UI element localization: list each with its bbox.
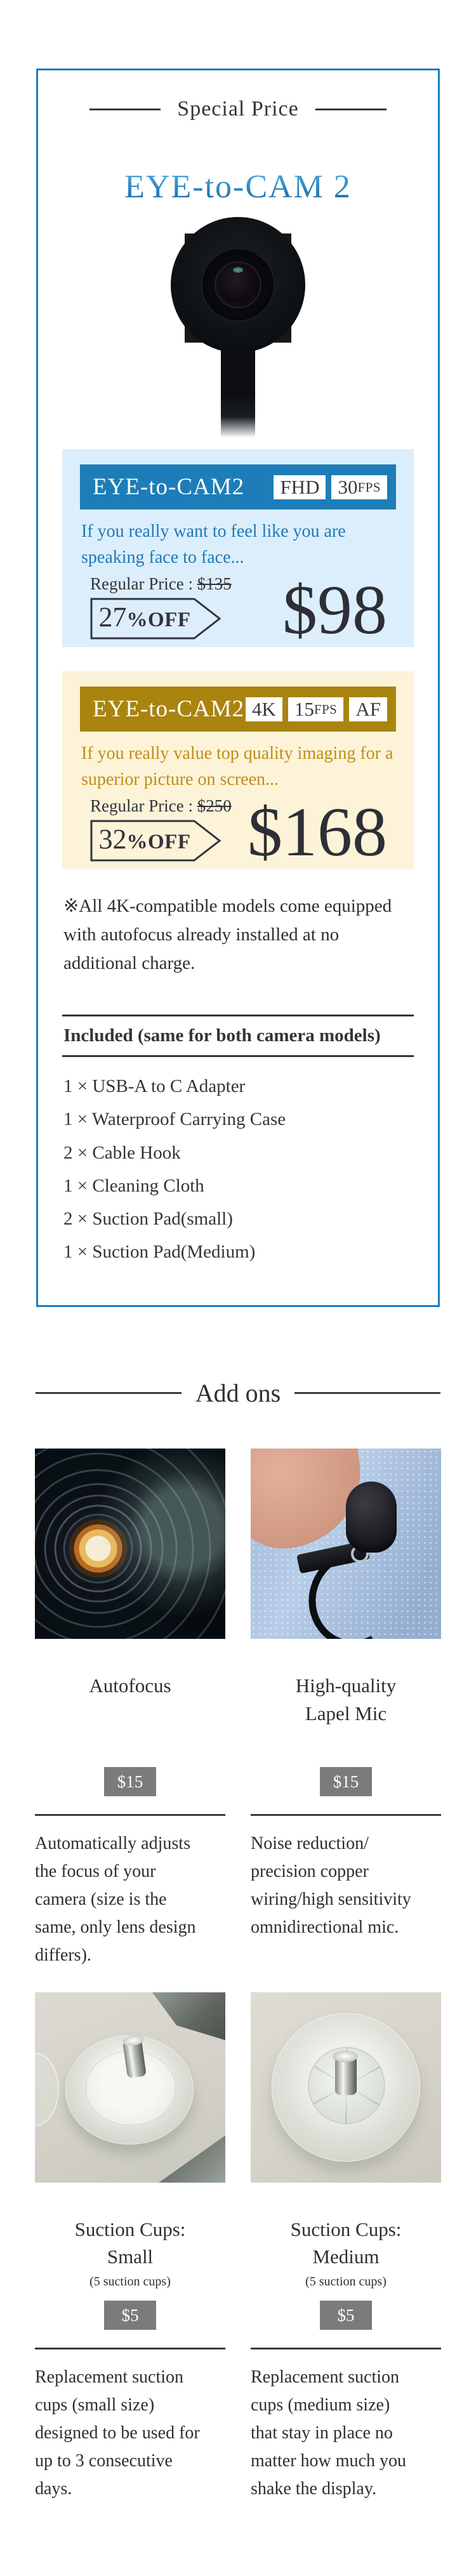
offer-4k-regular-price: Regular Price : $250: [90, 796, 232, 816]
offer-fhd-header: [80, 464, 396, 509]
suction-cup-medium-photo: [251, 1992, 441, 2183]
divider: [35, 2348, 225, 2349]
divider: [35, 1814, 225, 1816]
suction-cup-small-photo: [35, 1992, 225, 2183]
offer-4k-pricing: [80, 792, 396, 871]
offer-4k-discount-tag: 32 %OFF: [90, 820, 221, 862]
addon-price-badge: $15: [320, 1767, 372, 1796]
addon-price-badge: $5: [320, 2301, 372, 2330]
offer-fhd-sale-price: $98: [282, 570, 387, 648]
addon-description: Replacement suction cups (small size) designed to be used for up to 3 consecutive days.: [35, 2367, 200, 2499]
camera-lens-glint: [233, 267, 243, 273]
lapel-mic-photo: [251, 1449, 441, 1639]
addon-title: High-quality Lapel Mic: [295, 1674, 397, 1725]
suction-cup-edge: [35, 2053, 59, 2126]
offer-4k-name: EYE-to-CAM2: [93, 696, 245, 723]
offer-4k-badges: [246, 697, 387, 721]
camera-stalk: [221, 343, 255, 438]
camera-product-photo: [38, 217, 438, 440]
addon-card-suction-medium[interactable]: [251, 1992, 441, 2503]
offer-fhd-tagline: If you really want to feel like you are speaking face to face...: [81, 522, 346, 567]
badge-4k: 4K: [246, 697, 282, 721]
offer-fhd-pricing: [80, 570, 396, 648]
offer-card-fhd[interactable]: [62, 449, 414, 647]
mic-foam-head: [346, 1482, 397, 1553]
included-section: [62, 1015, 414, 1268]
offer-4k-tagline: If you really value top quality imaging for a superior picture on screen...: [81, 744, 393, 789]
addons-label: Add ons: [195, 1379, 281, 1408]
list-item: 1 × Cleaning Cloth: [63, 1175, 204, 1196]
camera-lens: [201, 247, 275, 322]
divider: [251, 1814, 441, 1816]
offer-fhd-old-price: $135: [197, 574, 232, 594]
list-item: 2 × Suction Pad(small): [63, 1208, 233, 1229]
product-title: EYE-to-CAM 2: [38, 168, 438, 206]
offer-4k-old-price: $250: [197, 796, 232, 816]
addons-grid: [35, 1449, 441, 2503]
addon-title: Suction Cups: Small: [74, 2218, 186, 2268]
list-item: 1 × USB-A to C Adapter: [63, 1076, 246, 1097]
addons-heading: [36, 1378, 440, 1408]
special-price-heading: [38, 97, 438, 121]
badge-15fps: 15 FPS: [288, 697, 344, 721]
addon-subtitle: (5 suction cups): [305, 2274, 387, 2289]
autofocus-lens-photo: [35, 1449, 225, 1639]
offer-fhd-discount-tag: 27 %OFF: [90, 598, 221, 640]
addon-card-suction-small[interactable]: [35, 1992, 225, 2503]
included-list: [62, 1070, 414, 1268]
addon-description: Noise reduction/ precision copper wiring/high sensitivity omnidirectional mic.: [251, 1834, 411, 1938]
offer-fhd-name: EYE-to-CAM2: [93, 474, 245, 500]
addon-title: Suction Cups: Medium: [290, 2218, 402, 2268]
list-item: 2 × Cable Hook: [63, 1142, 181, 1163]
offer-fhd-regular-price: Regular Price : $135: [90, 574, 232, 594]
divider: [251, 2348, 441, 2349]
addon-card-autofocus[interactable]: [35, 1449, 225, 1969]
heading-rule-left: [89, 108, 161, 110]
badge-af: AF: [349, 697, 387, 721]
offer-fhd-badges: [274, 475, 387, 499]
offer-4k-header: [80, 687, 396, 732]
offer-4k-sale-price: $168: [248, 792, 387, 871]
badge-fhd: FHD: [274, 475, 326, 499]
autofocus-note: ※All 4K-compatible models come equipped with autofocus already installed at no additional charge.: [63, 896, 392, 974]
badge-30fps: 30 FPS: [331, 475, 387, 499]
addon-price-badge: $5: [104, 2301, 156, 2330]
list-item: 1 × Waterproof Carrying Case: [63, 1109, 286, 1130]
offer-4k-discount-block: [90, 796, 232, 862]
addon-description: Automatically adjusts the focus of your camera (size is the same, only lens design differs).: [35, 1834, 196, 1966]
addon-description: Replacement suction cups (medium size) that stay in place no matter how much you shake the display.: [251, 2367, 406, 2499]
included-heading: Included (same for both camera models): [62, 1015, 414, 1057]
special-price-panel: [36, 69, 440, 1307]
addon-price-badge: $15: [104, 1767, 156, 1796]
addon-title: Autofocus: [89, 1674, 171, 1697]
suction-disc-cap: [333, 2051, 358, 2062]
lens-sheen: [35, 1449, 225, 1639]
special-price-label: Special Price: [177, 97, 299, 121]
addon-subtitle: (5 suction cups): [89, 2274, 171, 2289]
heading-rule-left: [36, 1392, 182, 1394]
list-item: 1 × Suction Pad(Medium): [63, 1242, 256, 1263]
camera-body: [171, 217, 305, 353]
camera-lens-glass: [215, 261, 261, 308]
offer-fhd-discount-block: [90, 574, 232, 640]
addon-card-lapel-mic[interactable]: [251, 1449, 441, 1969]
offer-card-4k[interactable]: [62, 671, 414, 869]
heading-rule-right: [294, 1392, 440, 1394]
heading-rule-right: [315, 108, 387, 110]
